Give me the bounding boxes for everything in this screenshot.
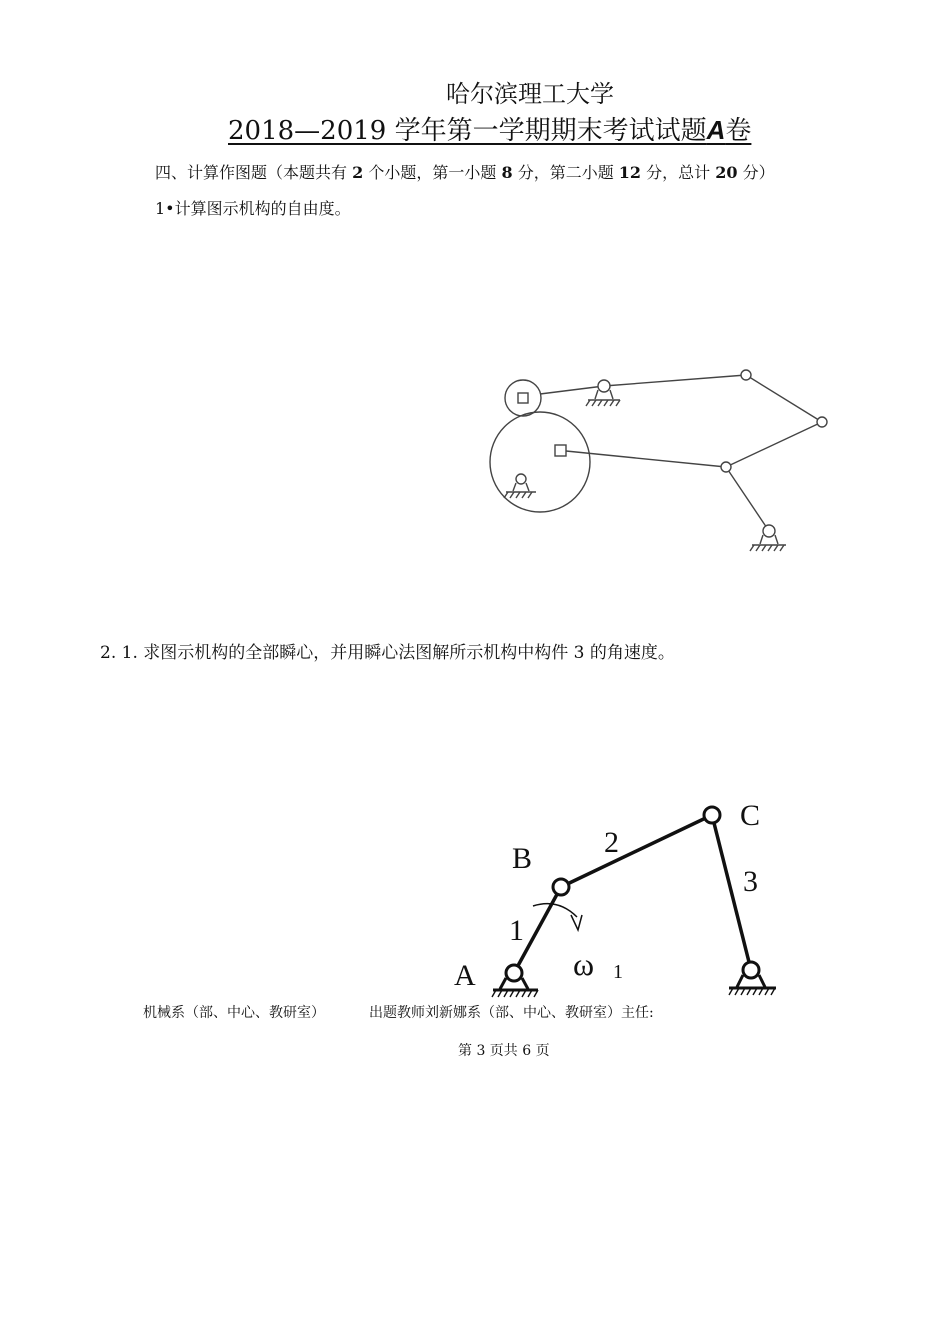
question-1-text: 1•计算图示机构的自由度。 (155, 199, 351, 218)
section-part2: 个小题，第一小题 (368, 163, 497, 182)
footer-teacher: 出题教师刘新娜系（部、中心、教研室）主任: (369, 1005, 654, 1021)
joint-D (743, 962, 759, 978)
label-link-2: 2 (604, 826, 619, 859)
label-omega: ω (573, 946, 595, 982)
joint-C (704, 807, 720, 823)
joint-A (506, 965, 522, 981)
score-total: 20 (715, 163, 738, 182)
exam-title-suffix: 卷 (725, 116, 752, 146)
exam-volume: A (706, 115, 726, 145)
question-count: 2 (352, 163, 364, 182)
label-link-3: 3 (743, 865, 758, 898)
label-C: C (740, 799, 761, 832)
score-q2: 12 (618, 163, 642, 182)
section-part3: 分，第二小题 (517, 163, 614, 182)
footer-line (143, 1002, 654, 1022)
score-q1: 8 (501, 163, 513, 182)
footer-department: 机械系（部、中心、教研室） (143, 1005, 325, 1021)
label-B: B (512, 842, 533, 875)
section-intro: 四、计算作图题（本题共有 (155, 163, 348, 182)
label-omega-subscript: 1 (613, 961, 623, 983)
link-2 (561, 815, 712, 887)
label-A: A (454, 959, 476, 992)
university-name: 哈尔滨理工大学 (446, 80, 614, 108)
section-part5: 分） (742, 163, 775, 182)
page-number: 第 3 页共 6 页 (458, 1043, 550, 1059)
label-link-1: 1 (509, 914, 524, 947)
question-2-text: 2. 1. 求图示机构的全部瞬心，并用瞬心法图解所示机构中构件 3 的角速度。 (100, 643, 675, 663)
joint-B (553, 879, 569, 895)
section-part4: 分，总计 (646, 163, 711, 182)
exam-title-prefix: 2018—2019 学年第一学期期末考试试题 (228, 116, 707, 146)
